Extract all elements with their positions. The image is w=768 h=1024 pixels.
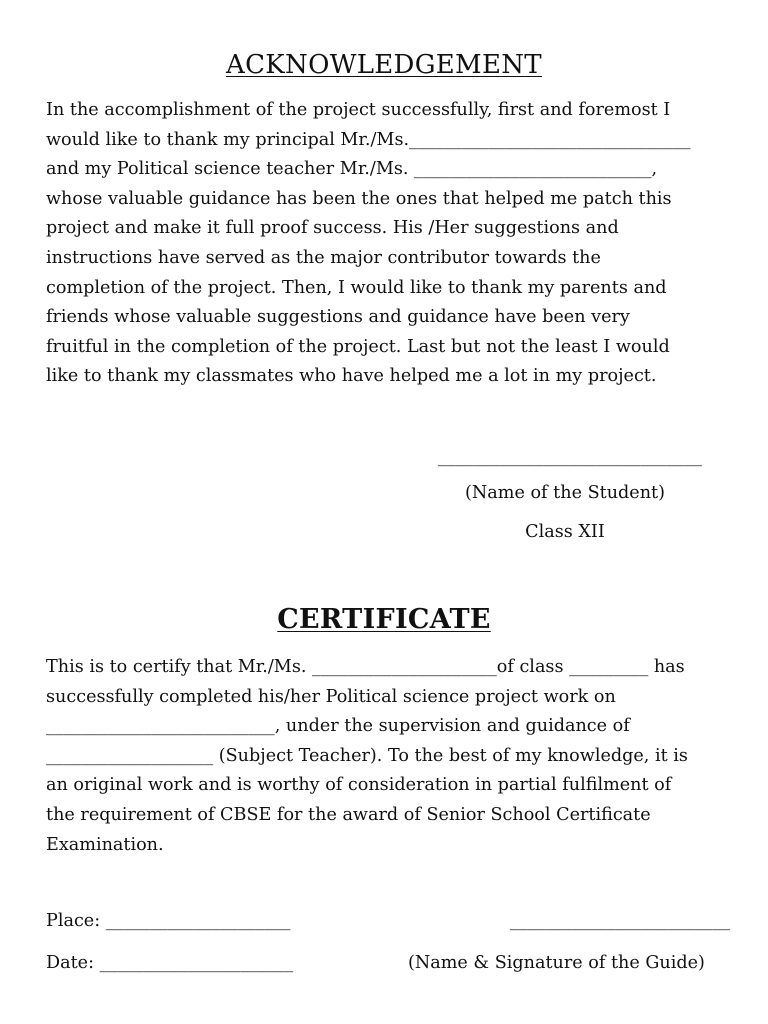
paragraph-line: the requirement of CBSE for the award of Senior School Certificate — [46, 804, 651, 825]
paragraph-line: an original work and is worthy of consideration in partial fulfilment of — [46, 775, 672, 796]
paragraph-line: project and make it full proof success. His /Her suggestions and — [46, 218, 619, 239]
acknowledgement-paragraph — [46, 96, 736, 392]
paragraph-line: whose valuable guidance has been the ones that helped me patch this — [46, 188, 672, 209]
guide-signature-line: _________________________ — [510, 911, 730, 931]
paragraph-line: like to thank my classmates who have helped me a lot in my project. — [46, 366, 657, 387]
paragraph-line: This is to certify that Mr./Ms. _____________________of class _________ has — [46, 657, 685, 677]
date-field: Date: ______________________ — [46, 953, 294, 973]
certificate-title: CERTIFICATE — [277, 604, 491, 635]
acknowledgement-title: ACKNOWLEDGEMENT — [226, 50, 542, 80]
paragraph-line: would like to thank my principal Mr./Ms.________________________________ — [46, 129, 691, 150]
student-name-label: (Name of the Student) — [465, 483, 665, 503]
student-signature-line: ______________________________ — [438, 447, 702, 467]
paragraph-line: instructions have served as the major contributor towards the — [46, 247, 601, 268]
paragraph-line: In the accomplishment of the project successfully, first and foremost I — [46, 100, 671, 120]
certificate-paragraph — [46, 653, 736, 860]
paragraph-line: __________________________, under the supervision and guidance of — [46, 716, 630, 737]
guide-signature-label: (Name & Signature of the Guide) — [408, 953, 705, 973]
paragraph-line: fruitful in the completion of the project. Last but not the least I would — [46, 336, 670, 357]
paragraph-line: completion of the project. Then, I would like to thank my parents and — [46, 277, 667, 298]
paragraph-line: and my Political science teacher Mr./Ms. ___________________________, — [46, 159, 658, 180]
paragraph-line: friends whose valuable suggestions and guidance have been very — [46, 307, 630, 328]
place-field: Place: _____________________ — [46, 911, 291, 931]
paragraph-line: ___________________ (Subject Teacher). To the best of my knowledge, it is — [46, 745, 688, 766]
paragraph-line: Examination. — [46, 834, 164, 855]
paragraph-line: successfully completed his/her Political science project work on — [46, 686, 616, 707]
student-class-label: Class XII — [525, 522, 605, 542]
